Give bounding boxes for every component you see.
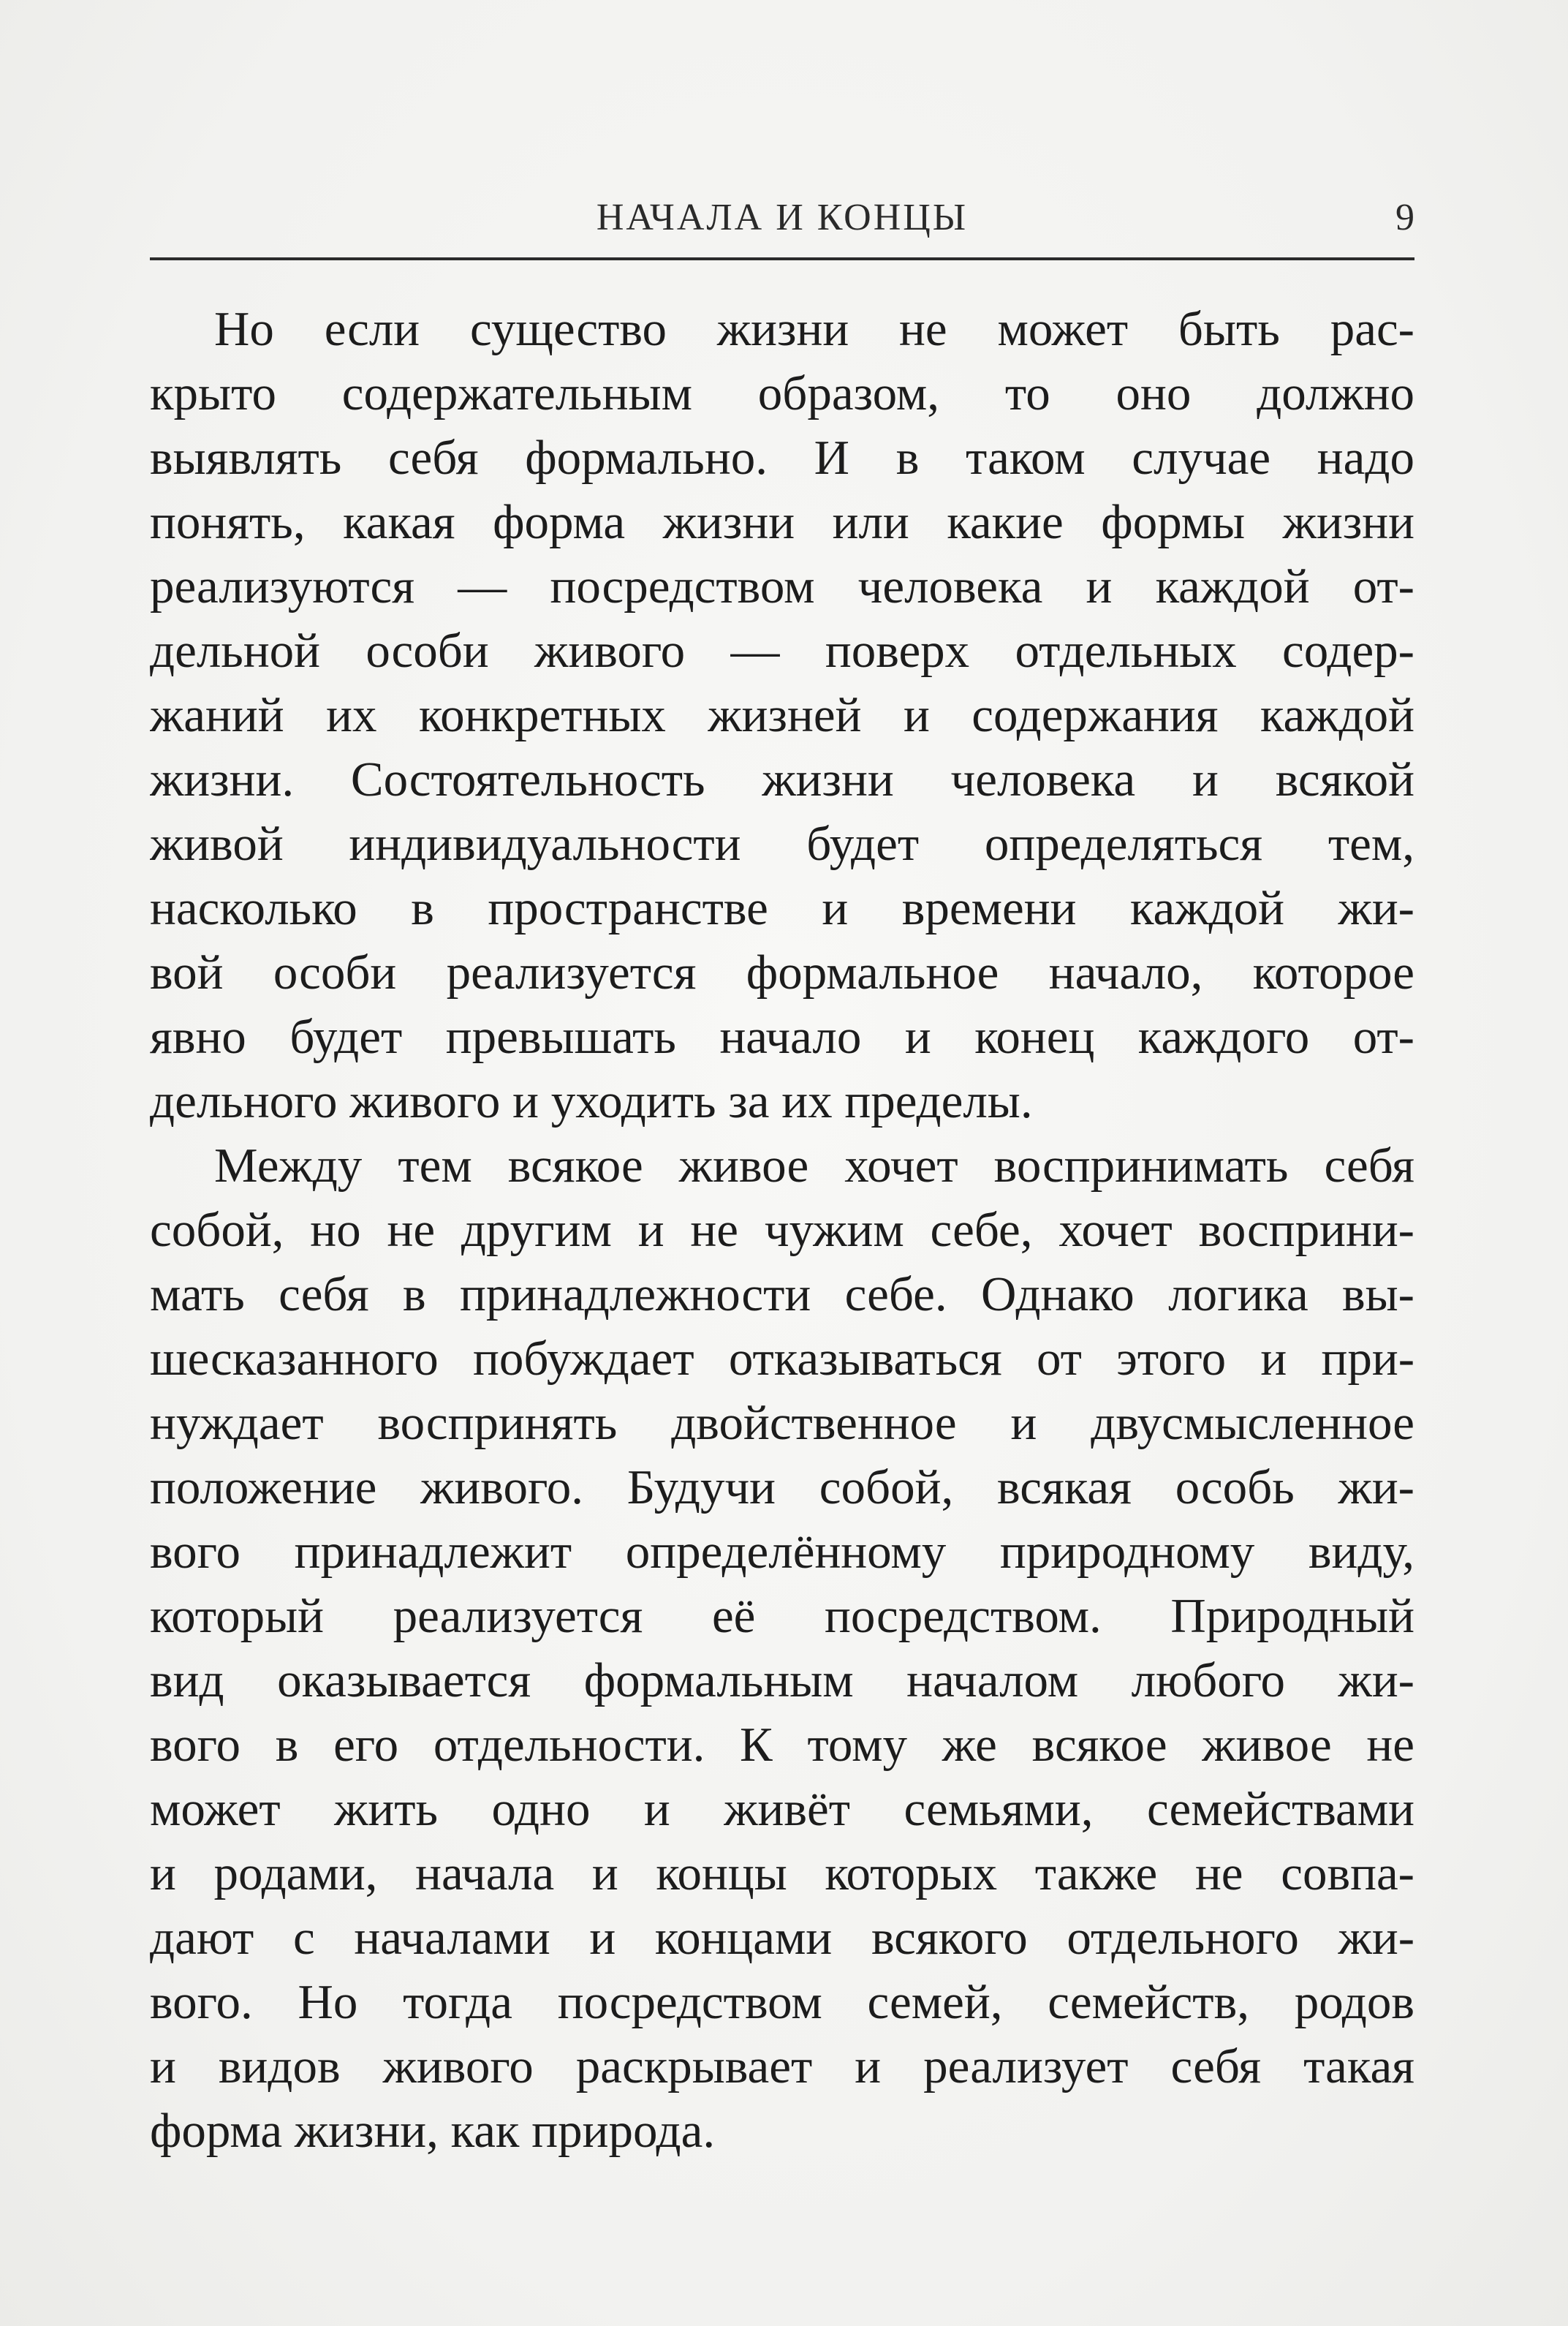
text-line: шесказанного побуждает отказываться от этого и при-	[150, 1332, 1414, 1386]
text-line: нуждает воспринять двойственное и двусмысленное	[150, 1396, 1414, 1450]
text-line: жизни. Состоятельность жизни человека и всякой	[150, 752, 1414, 807]
paragraph-2	[150, 1133, 1414, 2163]
text-line: Но если существо жизни не может быть рас-	[214, 302, 1414, 356]
text-line: жаний их конкретных жизней и содержания каждой	[150, 688, 1414, 742]
text-line: крыто содержательным образом, то оно должно	[150, 366, 1414, 420]
text-line: вого в его отдельности. К тому же всякое живое не	[150, 1718, 1414, 1772]
text-line: может жить одно и живёт семьями, семействами	[150, 1782, 1414, 1836]
text-line: мать себя в принадлежности себе. Однако логика вы-	[150, 1267, 1414, 1321]
text-line: живой индивидуальности будет определяться тем,	[150, 817, 1414, 871]
text-line: вого принадлежит определённому природному виду,	[150, 1525, 1414, 1579]
text-line: форма жизни, как природа.	[150, 2104, 716, 2158]
text-line: который реализуется её посредством. Природный	[150, 1589, 1414, 1643]
paragraph-1	[150, 297, 1414, 1133]
text-line: выявлять себя формально. И в таком случае надо	[150, 431, 1414, 485]
text-line: вой особи реализуется формальное начало, которое	[150, 945, 1414, 1000]
text-line: насколько в пространстве и времени каждой жи-	[150, 881, 1414, 935]
text-line: и родами, начала и концы которых также не совпа-	[150, 1846, 1414, 1900]
text-line: дают с началами и концами всякого отдельного жи-	[150, 1911, 1414, 1965]
text-line: дельной особи живого — поверх отдельных содер-	[150, 624, 1414, 678]
text-line: Между тем всякое живое хочет воспринимать себя	[214, 1139, 1414, 1193]
text-line: положение живого. Будучи собой, всякая особь жи-	[150, 1460, 1414, 1514]
text-line: вого. Но тогда посредством семей, семейств, родов	[150, 1975, 1414, 2029]
text-line: дельного живого и уходить за их пределы.	[150, 1074, 1033, 1128]
text-line: явно будет превышать начало и конец каждого от-	[150, 1010, 1414, 1064]
running-head	[150, 196, 1414, 257]
header-rule	[150, 257, 1414, 260]
text-line: понять, какая форма жизни или какие формы жизни	[150, 495, 1414, 549]
text-line: собой, но не другим и не чужим себе, хочет восприни-	[150, 1203, 1414, 1257]
body-text	[150, 297, 1414, 2163]
text-line: вид оказывается формальным началом любого жи-	[150, 1653, 1414, 1707]
text-line: и видов живого раскрывает и реализует себя такая	[150, 2039, 1414, 2093]
text-line: реализуются — посредством человека и каждой от-	[150, 559, 1414, 613]
running-title: НАЧАЛА И КОНЦЫ	[596, 197, 969, 238]
page-number: 9	[1395, 197, 1414, 238]
